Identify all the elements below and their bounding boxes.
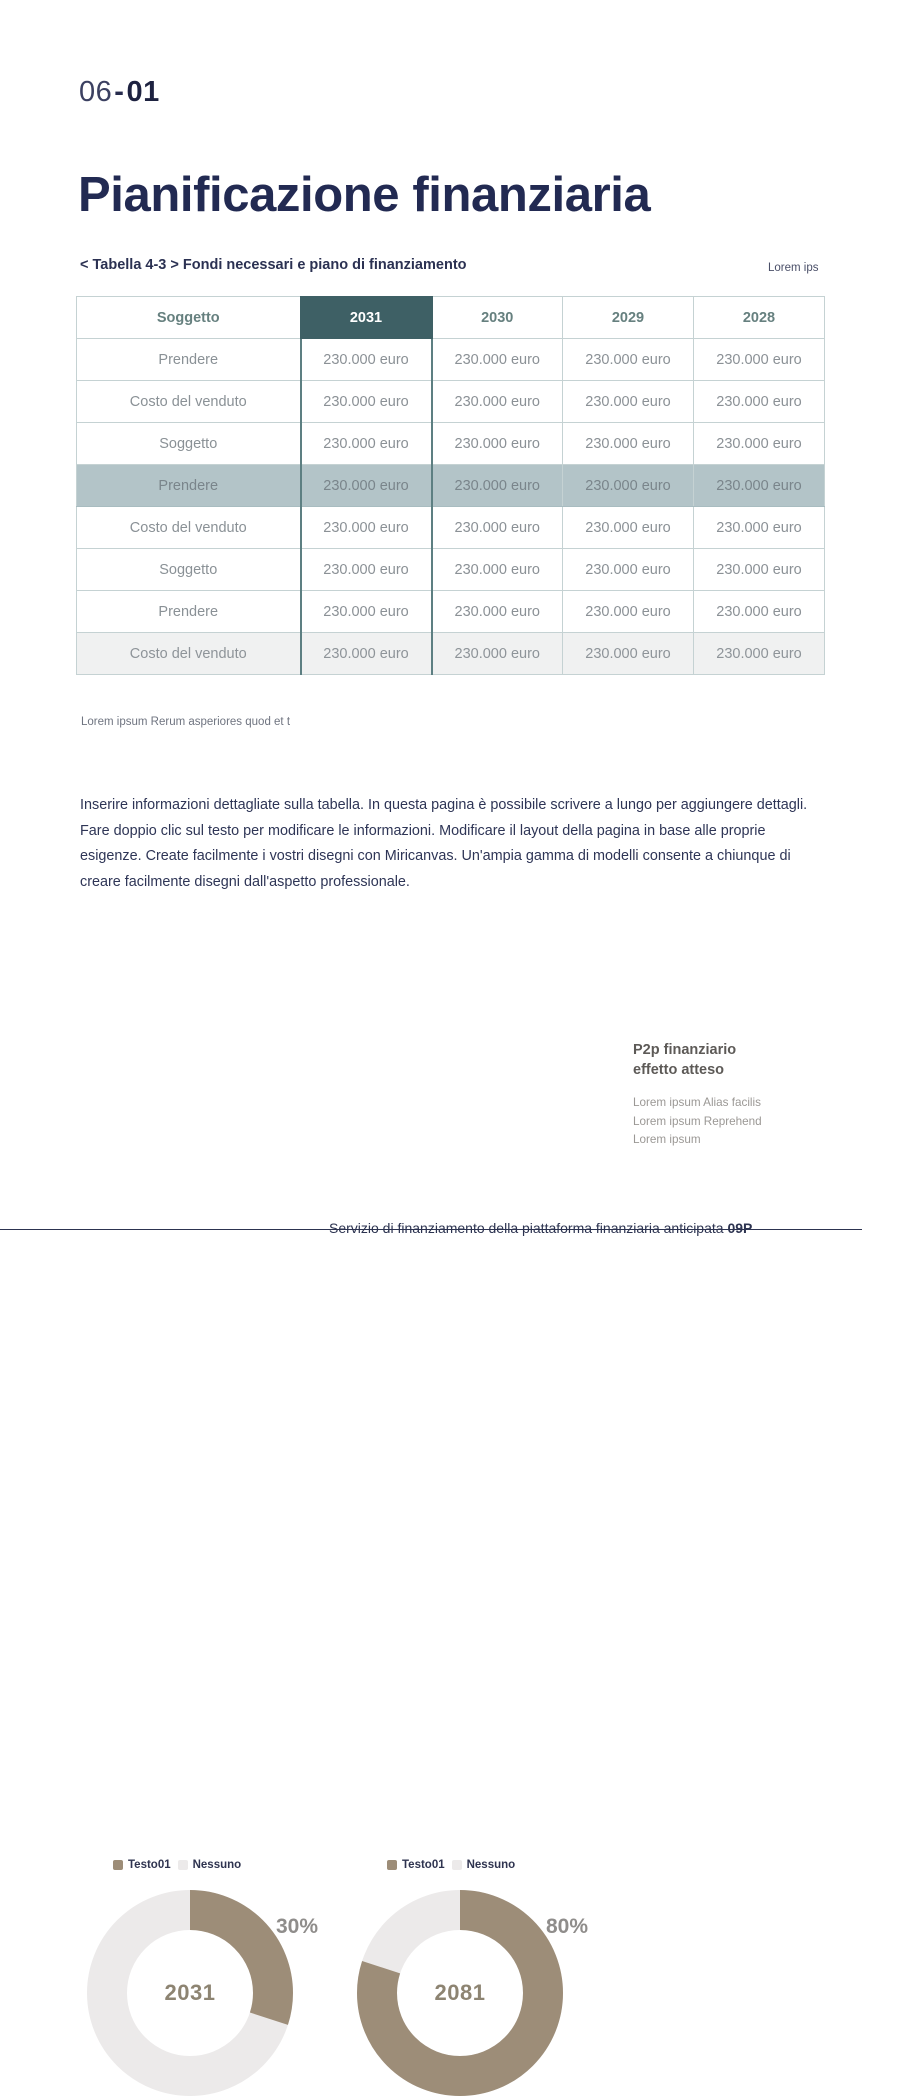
legend-item-rest-1 <box>178 1859 242 1871</box>
table-cell-subject: Prendere <box>77 339 301 381</box>
table-footnote: Lorem ipsum Rerum asperiores quod et t <box>81 716 291 728</box>
legend-label: Nessuno <box>192 1859 242 1871</box>
table-cell-value: 230.000 euro <box>432 549 563 591</box>
table-row[interactable] <box>77 591 825 633</box>
footer-label: Servizio di finanziamento della piattaforma finanziaria anticipata <box>329 1220 728 1236</box>
table-row[interactable] <box>77 339 825 381</box>
side-block-title <box>633 1040 843 1080</box>
table-cell-value: 230.000 euro <box>301 339 432 381</box>
table-corner-note: Lorem ips <box>768 262 819 274</box>
table-cell-value: 230.000 euro <box>301 507 432 549</box>
table-cell-value: 230.000 euro <box>301 549 432 591</box>
legend-swatch-icon <box>452 1860 462 1870</box>
side-block-lines <box>633 1094 843 1150</box>
donut-percent-label-2: 80% <box>546 1915 589 1938</box>
chart-legend-1 <box>113 1859 241 1871</box>
table-cell-value: 230.000 euro <box>563 381 694 423</box>
table-cell-subject: Soggetto <box>77 549 301 591</box>
table-cell-value: 230.000 euro <box>694 423 825 465</box>
table-header-cell-2030: 2030 <box>432 297 563 339</box>
table-cell-value: 230.000 euro <box>694 633 825 675</box>
table-row[interactable] <box>77 633 825 675</box>
side-block-title-line2: effetto atteso <box>633 1062 725 1078</box>
section-number-separator: - <box>114 76 125 108</box>
legend-item-fill-2 <box>387 1859 445 1871</box>
table-row[interactable] <box>77 423 825 465</box>
table-cell-value: 230.000 euro <box>694 591 825 633</box>
table-cell-value: 230.000 euro <box>563 591 694 633</box>
table-cell-value: 230.000 euro <box>694 339 825 381</box>
table-row[interactable] <box>77 381 825 423</box>
table-cell-value: 230.000 euro <box>301 423 432 465</box>
table-cell-subject: Costo del venduto <box>77 507 301 549</box>
table-cell-value: 230.000 euro <box>432 591 563 633</box>
table-cell-value: 230.000 euro <box>694 465 825 507</box>
financial-table <box>76 296 825 675</box>
table-cell-subject: Prendere <box>77 465 301 507</box>
section-number-secondary: 01 <box>126 76 160 108</box>
table-header-cell-2028: 2028 <box>694 297 825 339</box>
table-header-cell-2031: 2031 <box>301 297 432 339</box>
section-number-primary: 06 <box>79 76 113 108</box>
side-block-line: Lorem ipsum Alias facilis <box>633 1096 761 1109</box>
legend-label: Testo01 <box>402 1859 445 1871</box>
legend-swatch-icon <box>113 1860 123 1870</box>
table-cell-value: 230.000 euro <box>432 423 563 465</box>
body-paragraph: Inserire informazioni dettagliate sulla tabella. In questa pagina è possibile scrivere a lungo per aggiungere dettagli. Fare doppio clic sul testo per modificare le informazioni. Modificare il layout della pagina in base alle proprie esigenze. Create facilmente i vostri disegni con Miricanvas. Un'ampia gamma di modelli consente a chiunque di creare facilmente disegni dall'aspetto professionale. <box>80 797 808 890</box>
donut-center-label-2: 2081 <box>434 1980 486 2005</box>
legend-item-rest-2 <box>452 1859 516 1871</box>
table-cell-value: 230.000 euro <box>563 465 694 507</box>
chart-legend-2 <box>387 1859 515 1871</box>
table-cell-subject: Soggetto <box>77 423 301 465</box>
table-row[interactable] <box>77 549 825 591</box>
donut-chart-2081 <box>354 1887 566 2099</box>
table-cell-value: 230.000 euro <box>694 507 825 549</box>
table-cell-value: 230.000 euro <box>432 633 563 675</box>
table-cell-value: 230.000 euro <box>432 465 563 507</box>
table-cell-value: 230.000 euro <box>563 423 694 465</box>
table-caption: < Tabella 4-3 > Fondi necessari e piano di finanziamento <box>80 257 467 273</box>
table-header-cell-2029: 2029 <box>563 297 694 339</box>
table-row[interactable] <box>77 507 825 549</box>
table-header-row <box>77 297 825 339</box>
table-cell-value: 230.000 euro <box>563 507 694 549</box>
table-cell-value: 230.000 euro <box>301 633 432 675</box>
legend-swatch-icon <box>387 1860 397 1870</box>
table-row[interactable] <box>77 465 825 507</box>
table-cell-value: 230.000 euro <box>563 339 694 381</box>
table-cell-value: 230.000 euro <box>301 591 432 633</box>
side-block-line: Lorem ipsum <box>633 1133 701 1146</box>
table-cell-value: 230.000 euro <box>301 381 432 423</box>
section-number <box>79 78 160 107</box>
legend-label: Testo01 <box>128 1859 171 1871</box>
legend-label: Nessuno <box>466 1859 516 1871</box>
donut-center-label-1: 2031 <box>164 1980 216 2005</box>
table-cell-subject: Prendere <box>77 591 301 633</box>
financial-table-wrapper <box>76 296 824 675</box>
table-cell-value: 230.000 euro <box>432 339 563 381</box>
table-cell-subject: Costo del venduto <box>77 633 301 675</box>
legend-item-fill-1 <box>113 1859 171 1871</box>
table-cell-value: 230.000 euro <box>432 381 563 423</box>
table-cell-value: 230.000 euro <box>563 549 694 591</box>
side-block-title-line1: P2p finanziario <box>633 1042 737 1058</box>
side-block-line: Lorem ipsum Reprehend <box>633 1114 762 1128</box>
table-cell-value: 230.000 euro <box>301 465 432 507</box>
table-body <box>77 339 825 675</box>
table-cell-value: 230.000 euro <box>563 633 694 675</box>
table-cell-value: 230.000 euro <box>432 507 563 549</box>
table-head <box>77 297 825 339</box>
table-cell-value: 230.000 euro <box>694 549 825 591</box>
table-cell-value: 230.000 euro <box>694 381 825 423</box>
side-text-block <box>633 1040 843 1150</box>
table-cell-subject: Costo del venduto <box>77 381 301 423</box>
footer-page-code: 09P <box>727 1220 753 1236</box>
table-header-cell-subject: Soggetto <box>77 297 301 339</box>
donut-chart-2031 <box>84 1887 296 2099</box>
footer <box>329 1220 752 1236</box>
donut-percent-label-1: 30% <box>276 1915 319 1938</box>
page-title: Pianificazione finanziaria <box>78 167 651 222</box>
legend-swatch-icon <box>178 1860 188 1870</box>
